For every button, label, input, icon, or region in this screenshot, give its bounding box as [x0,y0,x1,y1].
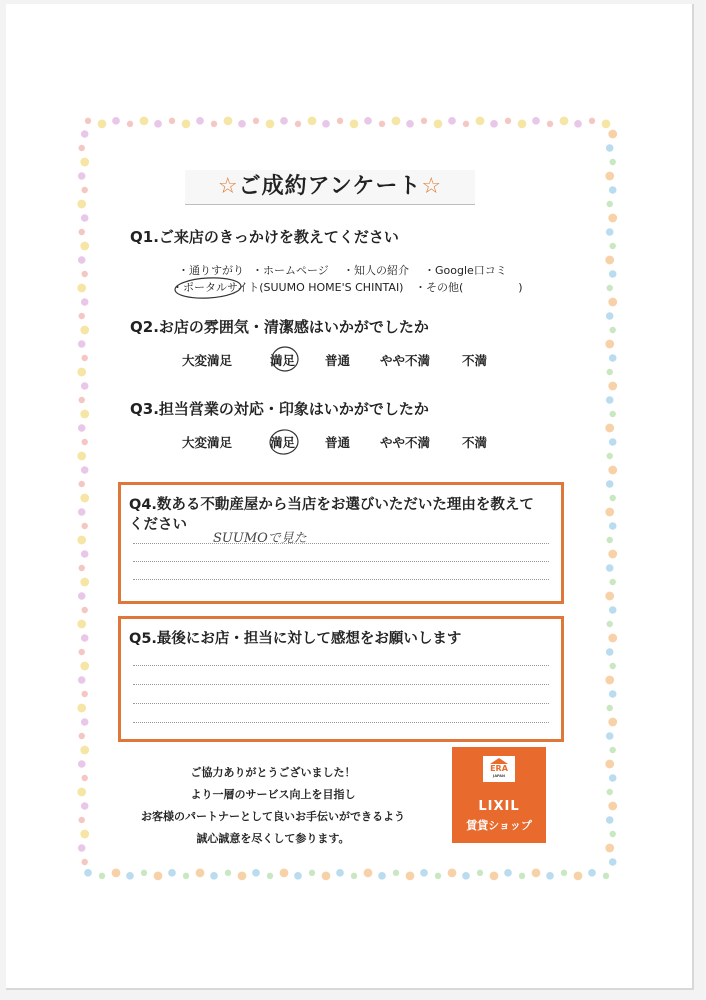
q2-option-satisfied[interactable]: 満足 [270,353,296,368]
answer-line [133,722,549,723]
q1-option-homepage[interactable]: ・ホームページ [252,264,329,277]
closing-line: ご協力ありがとうございました！ [190,766,356,779]
q2-option-neutral[interactable]: 普通 [325,353,351,368]
shop-name: 賃貸ショップ [466,819,532,832]
q1-circle-mark [172,276,244,302]
q1-option-passing[interactable]: ・通りすがり [178,264,244,277]
q2-circle-mark [266,344,302,374]
q5-question: Q5.最後にお店・担当に対して感想をお願いします [129,631,462,647]
q5-answer-box[interactable] [118,616,564,742]
closing-line: より一層のサービス向上を目指し [190,788,356,801]
star-icon: ☆ [421,174,443,199]
brand-name: LIXIL [478,799,520,814]
q3-option-very-satisfied[interactable]: 大変満足 [182,435,233,450]
q1-option-other[interactable]: ・その他( ) [415,281,523,294]
q2-option-somewhat-dissatisfied[interactable]: やや不満 [380,353,431,368]
q4-handwritten-answer: SUUMOで見た [213,531,307,546]
page-title [185,170,475,205]
title-text: ご成約アンケート [238,174,422,199]
q1-option-portal[interactable]: ・ポータルサイト(SUUMO HOME'S CHINTAI) [172,281,404,294]
q2-option-dissatisfied[interactable]: 不満 [462,353,488,368]
q2-option-very-satisfied[interactable]: 大変満足 [182,353,233,368]
answer-line [133,543,549,544]
q3-question: Q3.担当営業の対応・印象はいかがでしたか [130,400,429,418]
q4-question-line1: Q4.数ある不動産屋から当店をお選びいただいた理由を教えて [129,497,534,513]
q1-question: Q1.ご来店のきっかけを教えてください [130,228,399,246]
q4-question-line2: ください [129,517,187,533]
answer-line [133,561,549,562]
star-icon: ☆ [217,174,239,199]
q4-answer-box[interactable] [118,482,564,604]
lixil-logo [452,747,546,843]
answer-line [133,665,549,666]
q3-option-neutral[interactable]: 普通 [325,435,351,450]
era-logo [483,756,515,782]
q1-option-referral[interactable]: ・知人の紹介 [343,264,409,277]
q3-option-satisfied[interactable]: 満足 [270,435,296,450]
q1-option-google[interactable]: ・Google口コミ [424,264,507,277]
era-text: ERA [490,764,508,773]
answer-line [133,703,549,704]
answer-line [133,684,549,685]
q3-circle-mark [264,426,302,458]
q3-option-somewhat-dissatisfied[interactable]: やや不満 [380,435,431,450]
closing-line: 誠心誠意を尽くして参ります。 [196,832,350,845]
closing-line: お客様のパートナーとして良いお手伝いができるよう [141,810,405,823]
q2-question: Q2.お店の雰囲気・清潔感はいかがでしたか [130,318,429,336]
era-small-text: JAPAN [493,774,505,778]
q3-option-dissatisfied[interactable]: 不満 [462,435,488,450]
closing-message [118,762,428,850]
answer-line [133,579,549,580]
